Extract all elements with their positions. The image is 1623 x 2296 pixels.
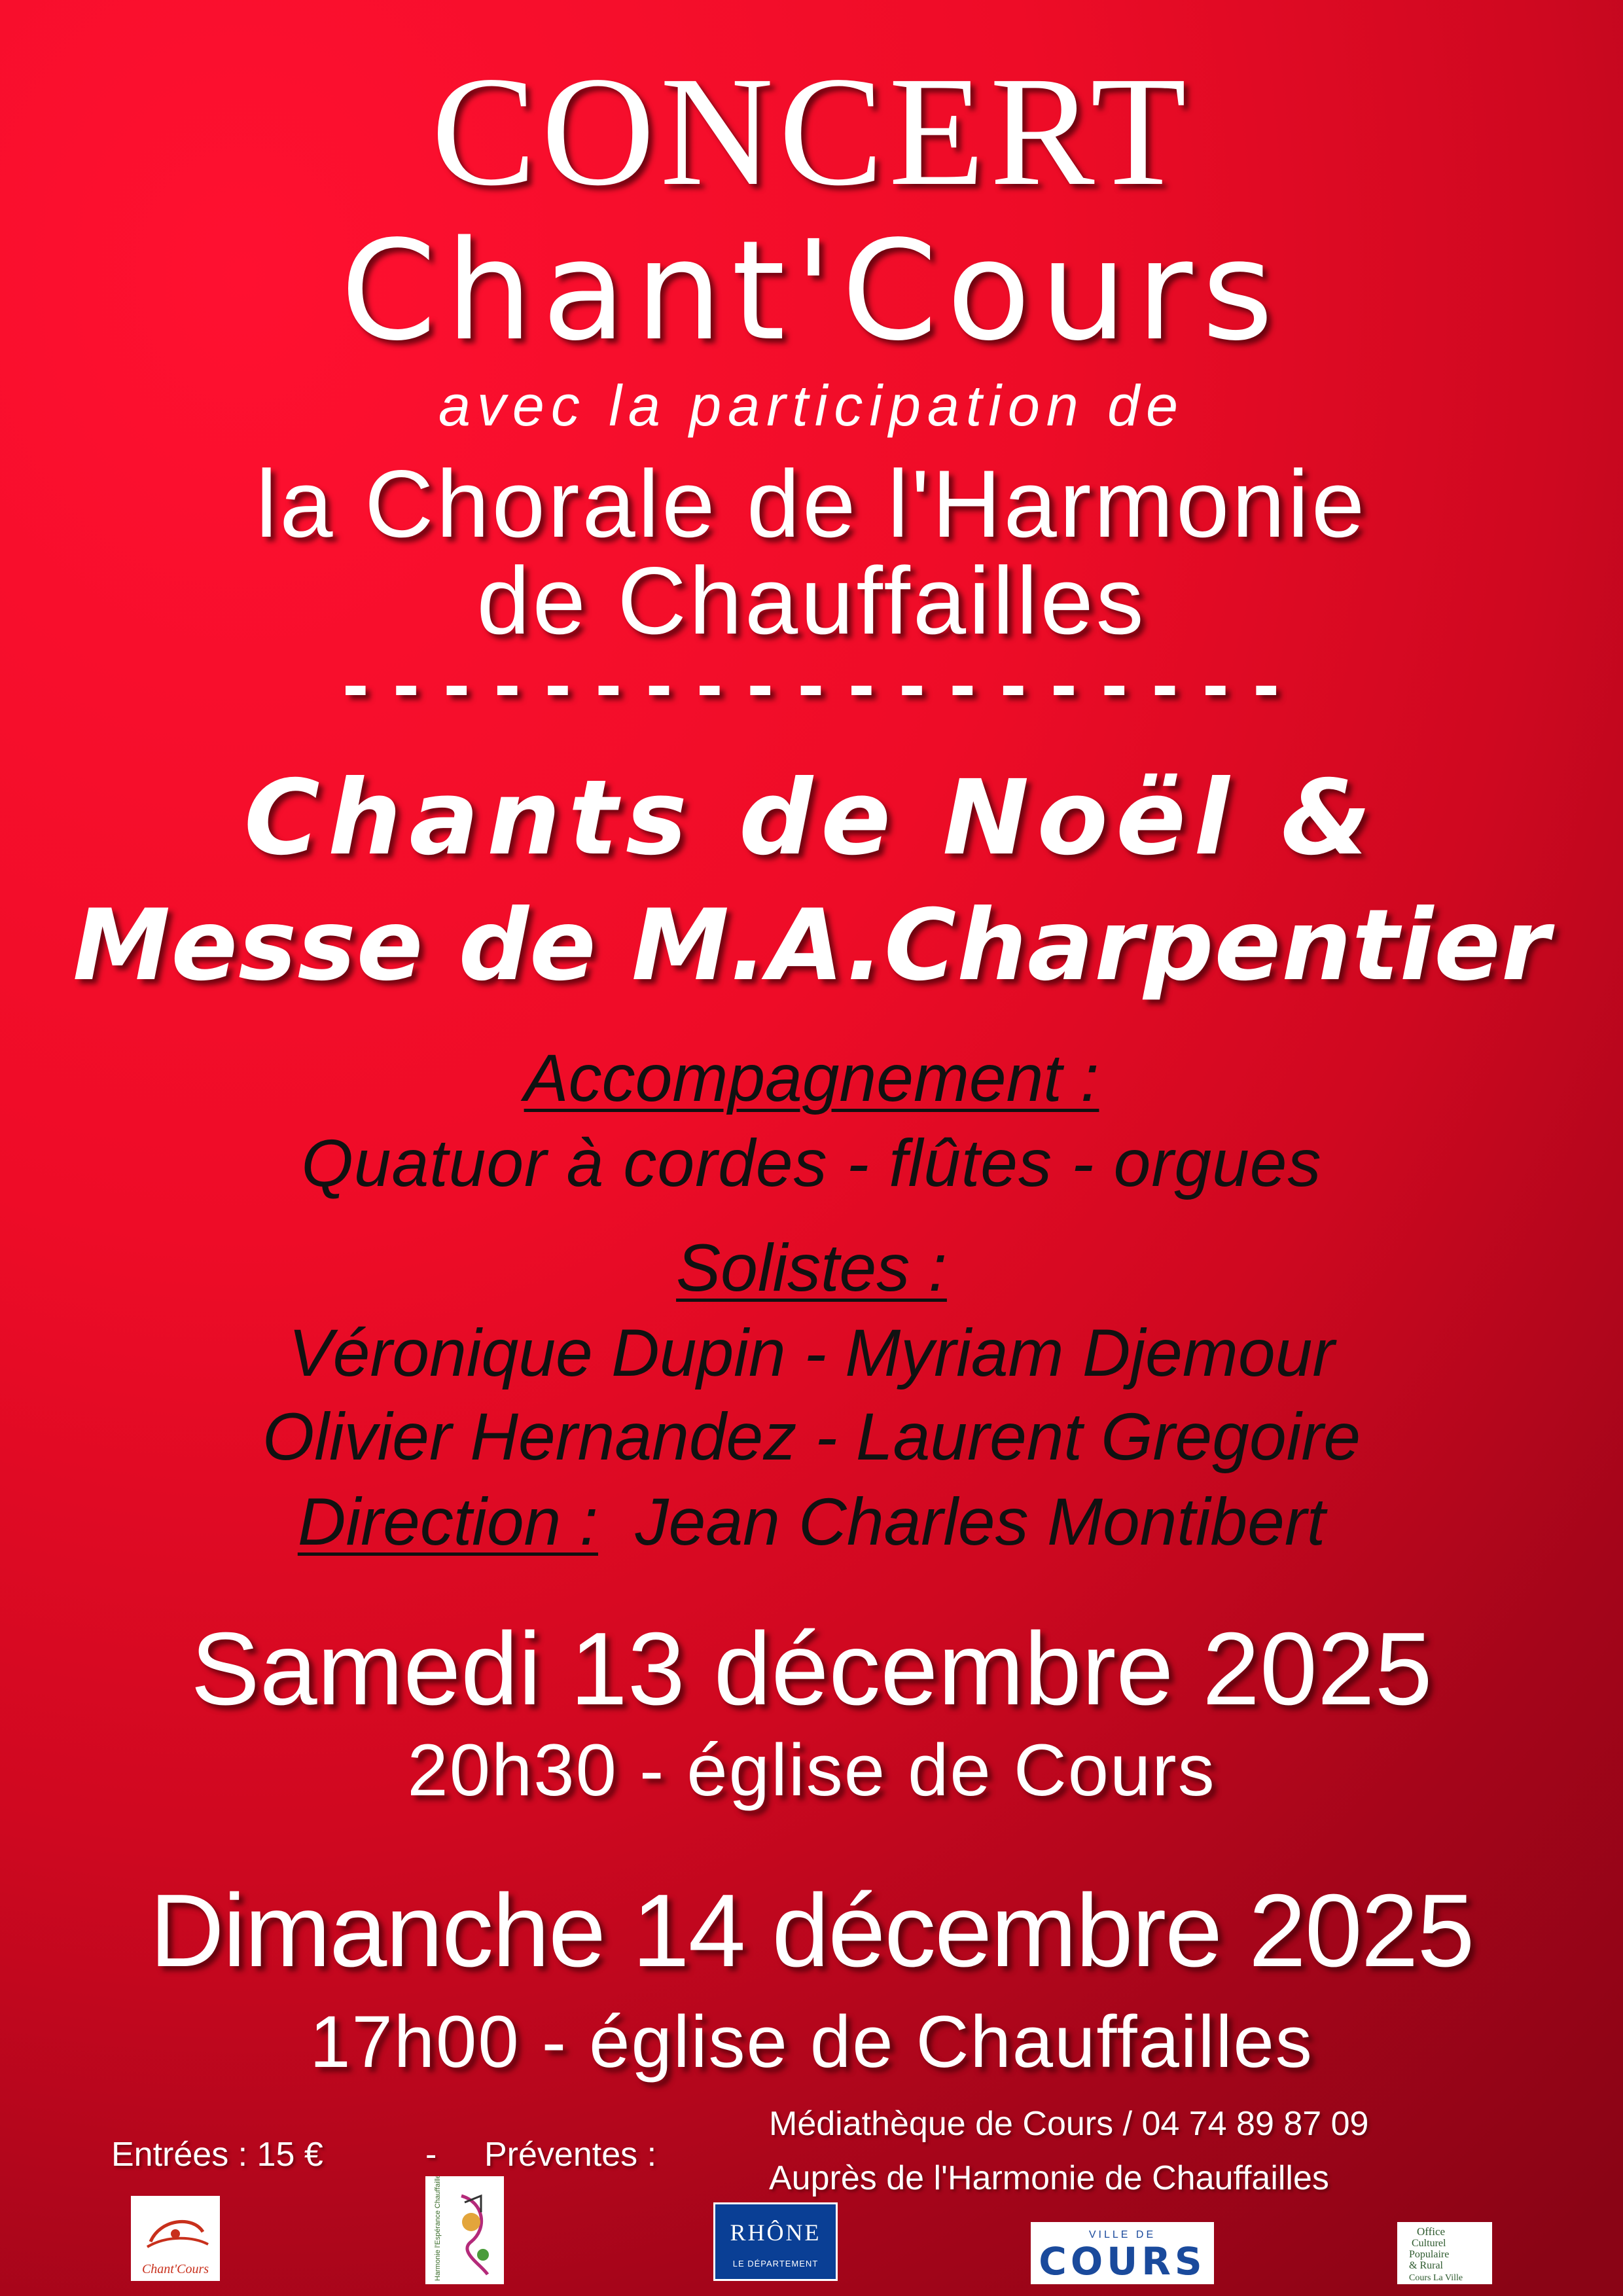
direction-row — [0, 1484, 1623, 1560]
chant-cours-logo — [131, 2196, 220, 2281]
program-line2: Messe de M.A.Charpentier — [73, 889, 1550, 1003]
ocpr-line1: Office — [1417, 2225, 1446, 2238]
soloists-line1: Véronique Dupin - Myriam Djemour — [288, 1316, 1335, 1390]
chant-cours-logo-text: Chant'Cours — [141, 2262, 209, 2276]
participation-text: avec la participation de — [438, 373, 1185, 438]
time-sunday: 17h00 - église de Chauffailles — [310, 2001, 1313, 2083]
accompaniment-label: Accompagnement : — [524, 1041, 1099, 1115]
date-sunday: Dimanche 14 décembre 2025 — [149, 1873, 1474, 1988]
ocpr-line3: Populaire — [1409, 2249, 1450, 2260]
accompaniment-value: Quatuor à cordes - flûtes - orgues — [301, 1126, 1322, 1200]
soloists-line2: Olivier Hernandez - Laurent Gregoire — [262, 1399, 1361, 1474]
presales-label: Préventes : — [484, 2136, 657, 2174]
program-line1: Chants de Noël & — [243, 758, 1380, 878]
direction-label: Direction : — [297, 1484, 598, 1559]
ville-de-cours-logo — [1031, 2222, 1214, 2284]
footer-separator: - — [425, 2136, 437, 2174]
time-saturday: 20h30 - église de Cours — [407, 1729, 1216, 1811]
choir-name: Chant'Cours — [340, 211, 1283, 371]
ville-de-cours-logo-art — [1031, 2222, 1214, 2284]
direction-value: Jean Charles Montibert — [635, 1484, 1326, 1559]
office-culturel-logo-art — [1397, 2222, 1492, 2284]
rhone-logo-subtext: LE DÉPARTEMENT — [732, 2259, 819, 2269]
presale-location-2: Auprès de l'Harmonie de Chauffailles — [769, 2159, 1329, 2197]
office-culturel-logo — [1397, 2222, 1492, 2284]
rhone-logo — [713, 2202, 838, 2281]
ocpr-line2: Culturel — [1412, 2238, 1446, 2249]
rhone-logo-text: RHÔNE — [730, 2219, 821, 2246]
cours-logo-small-text: VILLE DE — [1088, 2229, 1156, 2240]
ocpr-line4: & Rural — [1409, 2260, 1443, 2271]
guest-choir-line2: de Chauffailles — [476, 547, 1147, 654]
ocpr-line5: Cours La Ville — [1409, 2273, 1463, 2283]
harmonie-logo — [425, 2176, 504, 2284]
presale-location-1: Médiathèque de Cours / 04 74 89 87 09 — [769, 2105, 1369, 2143]
chant-cours-logo-art — [131, 2196, 220, 2281]
entry-price: Entrées : 15 € — [111, 2136, 323, 2174]
harmonie-logo-art — [425, 2176, 504, 2284]
cours-logo-text: COURS — [1039, 2239, 1206, 2284]
guest-choir-line1: la Chorale de l'Harmonie — [255, 450, 1368, 557]
concert-title: CONCERT — [431, 44, 1192, 218]
rhone-logo-art — [715, 2204, 836, 2279]
date-saturday: Samedi 13 décembre 2025 — [190, 1611, 1433, 1727]
divider: - - - - - - - - - - - - - - - - - - - — [342, 640, 1281, 728]
harmonie-logo-text: Harmonie l'Espérance Chauffailles — [434, 2176, 442, 2281]
soloists-label: Solistes : — [676, 1230, 947, 1305]
